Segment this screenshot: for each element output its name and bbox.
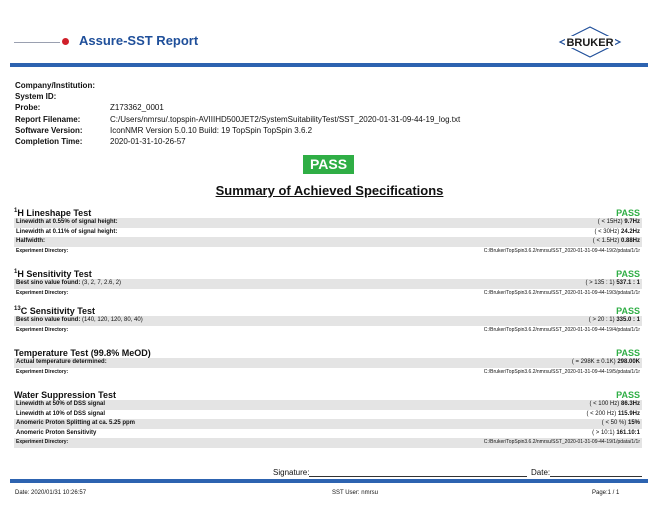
- experiment-directory-row: Experiment Directory: C:/Bruker/TopSpin3.6.2/nmrsu/SST_2020-01-31-09-44-19/2/pdata/1/1r: [16, 247, 640, 254]
- section-title: $^1$H Sensitivity Test: [14, 269, 92, 279]
- info-label: Probe:: [15, 103, 41, 113]
- section-header: [14, 267, 642, 279]
- info-value: Z173362_0001: [110, 103, 164, 113]
- svg-text:BRUKER: BRUKER: [566, 37, 614, 49]
- section-header: [14, 206, 642, 218]
- section-h-sensitivity: [14, 267, 642, 298]
- section-status: PASS: [616, 306, 640, 316]
- section-title: $^1$H Lineshape Test: [14, 208, 92, 218]
- report-title: Assure-SST Report: [79, 33, 199, 48]
- experiment-directory-row: Experiment Directory: C:/Bruker/TopSpin3.6.2/nmrsu/SST_2020-01-31-09-44-19/1/pdata/1/1r: [14, 438, 642, 448]
- section-header: [14, 346, 642, 358]
- experiment-directory-row: Experiment Directory: C:/Bruker/TopSpin3.6.2/nmrsu/SST_2020-01-31-09-44-19/3/pdata/1/1r: [16, 289, 640, 296]
- footer-user: SST User: nmrsu: [332, 490, 378, 496]
- info-value: IconNMR Version 5.0.10 Build: 19 TopSpin TopSpin 3.6.2: [110, 125, 313, 135]
- section-c-sensitivity: [14, 304, 642, 335]
- overall-pass-badge: PASS: [303, 155, 354, 174]
- section-header: [14, 304, 642, 316]
- signature-label: Signature:: [273, 468, 310, 477]
- experiment-directory-row: Experiment Directory: C:/Bruker/TopSpin3.6.2/nmrsu/SST_2020-01-31-09-44-19/4/pdata/1/1r: [16, 326, 640, 333]
- bruker-logo: [558, 24, 622, 58]
- info-label: Report Filename:: [15, 114, 81, 124]
- date-line: [550, 468, 642, 477]
- info-label: System ID:: [15, 92, 57, 102]
- info-label: Company/Institution:: [15, 81, 95, 90]
- result-row: Best sino value found: (140, 120, 120, 80, 40) ( > 20 : 1) 335.0 : 1: [14, 316, 642, 326]
- signature-field: [273, 468, 527, 477]
- info-value: 2020-01-31-10-26-57: [110, 136, 186, 146]
- section-status: PASS: [616, 390, 640, 400]
- result-row: Anomeric Proton Sensitivity ( > 10:1) 161.10:1: [16, 429, 640, 436]
- section-header: [14, 388, 642, 400]
- footer-page: Page:1 / 1: [592, 490, 620, 496]
- date-field: [531, 468, 642, 477]
- info-label: Software Version:: [15, 125, 83, 135]
- signature-line: [309, 468, 527, 477]
- report-header: [0, 0, 659, 66]
- header-rule: [14, 42, 60, 43]
- section-temperature: [14, 346, 642, 377]
- summary-title: Summary of Achieved Specifications: [215, 183, 444, 198]
- footer-date: Date: 2020/01/31 10:26:57: [15, 490, 87, 496]
- result-row: Halfwidth: ( < 1.5Hz) 0.88Hz: [14, 237, 642, 247]
- section-status: PASS: [616, 269, 640, 279]
- section-status: PASS: [616, 348, 640, 358]
- section-water-suppression: [14, 388, 642, 448]
- result-row: Actual temperature determined: ( = 298K ± 0.1K) 298.00K: [14, 358, 642, 368]
- experiment-directory-row: Experiment Directory: C:/Bruker/TopSpin3.6.2/nmrsu/SST_2020-01-31-09-44-19/5/pdata/1/1r: [16, 368, 640, 375]
- result-row: Linewidth at 0.11% of signal height: ( < 30Hz) 24.2Hz: [16, 228, 640, 235]
- result-row: Linewidth at 0.55% of signal height: ( < 15Hz) 9.7Hz: [14, 218, 642, 228]
- section-h-lineshape: [14, 206, 642, 256]
- section-status: PASS: [616, 208, 640, 218]
- section-title: Temperature Test (99.8% MeOD): [14, 348, 151, 358]
- header-bar: [10, 63, 648, 67]
- result-row: Linewidth at 50% of DSS signal ( < 100 Hz) 86.3Hz: [14, 400, 642, 410]
- footer-bar: [10, 479, 648, 483]
- result-row: Linewidth at 10% of DSS signal ( < 200 Hz) 115.9Hz: [16, 410, 640, 417]
- info-value: C:/Users/nmrsu/.topspin-AVIIIHD500JET2/SystemSuitabilityTest/SST_2020-01-31-09-44-19_log.txt: [110, 114, 461, 124]
- header-dot: [62, 38, 69, 45]
- info-label: Completion Time:: [15, 136, 83, 146]
- section-title: Water Suppression Test: [14, 390, 117, 400]
- result-row: Anomeric Proton Splitting at ca. 5.25 ppm ( < 50 %) 15%: [14, 419, 642, 429]
- section-title: $^{13}$C Sensitivity Test: [14, 306, 96, 316]
- result-row: Best sino value found: (3, 2, 7, 2.6, 2) ( > 135 : 1) 537.1 : 1: [14, 279, 642, 289]
- date-label: Date:: [531, 468, 551, 477]
